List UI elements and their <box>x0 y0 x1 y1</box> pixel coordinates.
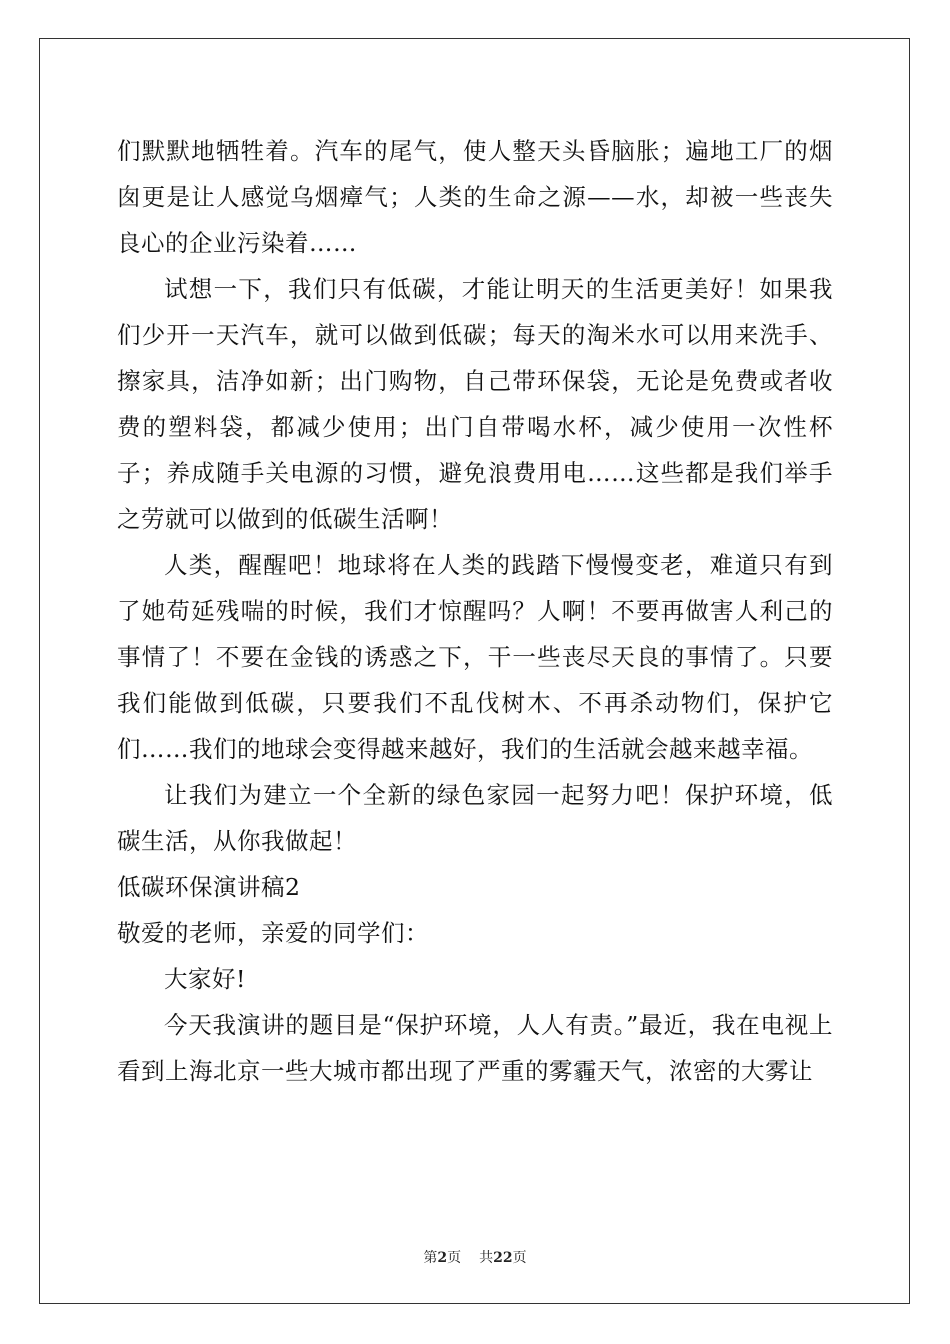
paragraph-2: 试想一下，我们只有低碳，才能让明天的生活更美好！如果我们少开一天汽车，就可以做到低碳；每天的淘米水可以用来洗手、擦家具，洁净如新；出门购物，自己带环保袋，无论是免费或者收费的塑料袋，都减少使用；出门自带喝水杯，减少使用一次性杯子；养成随手关电源的习惯，避免浪费用电……这些都是我们举手之劳就可以做到的低碳生活啊！ <box>117 275 833 533</box>
footer-total-pages: 22 <box>493 1250 513 1266</box>
footer-page-number: 2 <box>437 1250 448 1266</box>
section-heading: 低碳环保演讲稿2 <box>117 873 301 901</box>
paragraph-4: 让我们为建立一个全新的绿色家园一起努力吧！保护环境，低碳生活，从你我做起！ <box>117 781 833 855</box>
greeting-line: 大家好! <box>164 965 246 993</box>
paragraph-3: 人类，醒醒吧！地球将在人类的践踏下慢慢变老，难道只有到了她苟延残喘的时候，我们才惊醒吗？人啊！不要再做害人利己的事情了！不要在金钱的诱惑之下，干一些丧尽天良的事情了。只要我们能做到低碳，只要我们不乱伐树木、不再杀动物们，保护它们……我们的地球会变得越来越好，我们的生活就会越来越幸福。 <box>117 551 833 763</box>
footer-page-suffix: 页 <box>447 1250 462 1266</box>
paragraph-1: 们默默地牺牲着。汽车的尾气，使人整天头昏脑胀；遍地工厂的烟囱更是让人感觉乌烟瘴气；人类的生命之源——水，却被一些丧失良心的企业污染着…… <box>117 137 833 257</box>
paragraph-5: 今天我演讲的题目是“保护环境，人人有责。”最近，我在电视上看到上海北京一些大城市都出现了严重的雾霾天气，浓密的大雾让 <box>117 1011 833 1085</box>
salutation: 敬爱的老师，亲爱的同学们： <box>117 919 429 947</box>
footer-total-prefix: 共 <box>479 1250 494 1266</box>
page-footer <box>0 1247 950 1267</box>
footer-prefix: 第 <box>423 1250 438 1266</box>
footer-total-suffix: 页 <box>512 1250 527 1266</box>
document-body <box>117 128 833 1094</box>
